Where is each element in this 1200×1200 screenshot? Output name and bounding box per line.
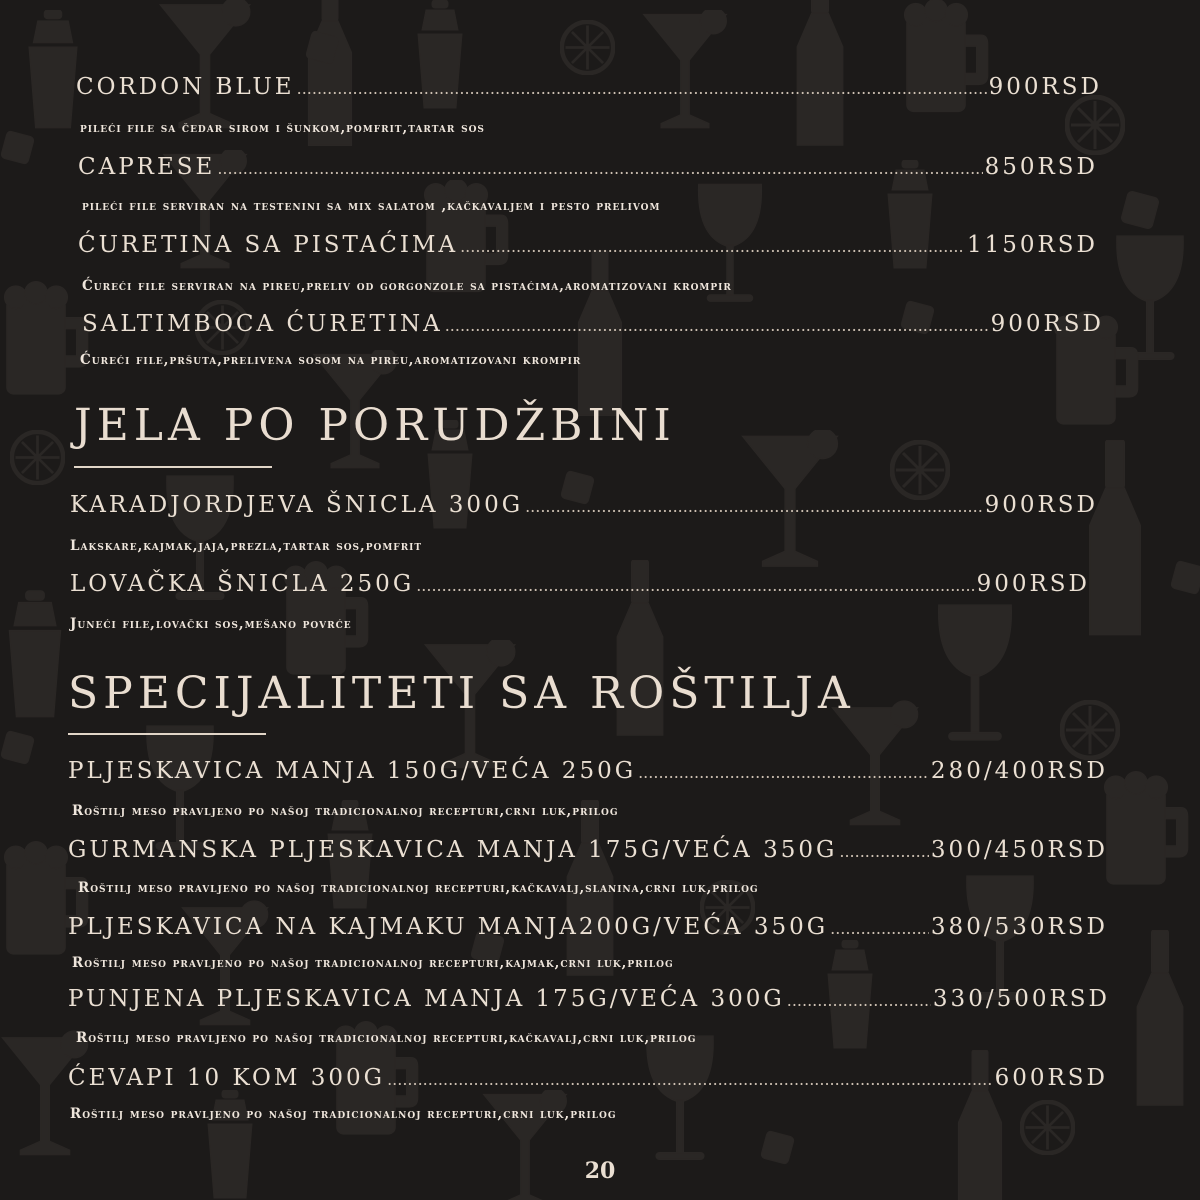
menu-item bbox=[68, 914, 1108, 940]
item-name: ĆEVAPI 10 KOM 300G bbox=[68, 1065, 386, 1091]
item-name: PLJESKAVICA MANJA 150G/VEĆA 250G bbox=[68, 758, 637, 784]
item-name: CAPRESE bbox=[78, 154, 216, 180]
item-name: GURMANSKA PLJESKAVICA MANJA 175G/VEĆA 350G bbox=[68, 837, 838, 863]
item-price: 850RSD bbox=[984, 154, 1098, 180]
item-description: Roštilj meso pravljeno po našoj tradicionalnoj recepturi,kajmak,crni luk,prilog bbox=[72, 955, 674, 971]
dot-leader bbox=[387, 1070, 993, 1089]
menu-item bbox=[78, 154, 1098, 180]
dot-leader bbox=[416, 576, 974, 595]
menu-item bbox=[68, 758, 1108, 784]
item-price: 900RSD bbox=[984, 492, 1098, 518]
dot-leader bbox=[217, 159, 982, 178]
item-name: LOVAČKA ŠNICLA 250G bbox=[70, 571, 415, 597]
dot-leader bbox=[297, 79, 987, 98]
dot-leader bbox=[638, 763, 929, 782]
item-price: 380/530RSD bbox=[930, 914, 1108, 940]
item-description: Roštilj meso pravljeno po našoj tradicionalnoj recepturi,crni luk,prilog bbox=[72, 803, 619, 819]
item-name: ĆURETINA SA PISTAĆIMA bbox=[78, 232, 459, 258]
item-name: KARADJORDJEVA ŠNICLA 300G bbox=[70, 492, 524, 518]
item-price: 900RSD bbox=[988, 74, 1102, 100]
item-description: Juneći file,lovački sos,mešano povrće bbox=[70, 616, 352, 632]
menu-item bbox=[76, 74, 1102, 100]
item-price: 900RSD bbox=[976, 571, 1090, 597]
item-price: 330/500RSD bbox=[932, 986, 1110, 1012]
section-divider bbox=[68, 733, 266, 735]
item-description: pileći file serviran na testenini sa mix salatom ,kačkavaljem i pesto prelivom bbox=[82, 198, 661, 214]
item-description: pileći file sa čedar sirom i šunkom,pomfrit,tartar sos bbox=[80, 120, 485, 136]
page-number: 20 bbox=[584, 1158, 616, 1184]
dot-leader bbox=[445, 316, 989, 335]
item-description: Roštilj meso pravljeno po našoj tradicionalnoj recepturi,crni luk,prilog bbox=[70, 1106, 617, 1122]
item-description: Ćureći file serviran na pireu,preliv od gorgonzole sa pistaćima,aromatizovani krompir bbox=[82, 278, 732, 294]
dot-leader bbox=[830, 919, 929, 938]
menu-item bbox=[78, 232, 1098, 258]
item-price: 900RSD bbox=[990, 311, 1104, 337]
item-price: 300/450RSD bbox=[930, 837, 1108, 863]
item-price: 1150RSD bbox=[966, 232, 1098, 258]
item-description: Ćureći file,pršuta,prelivena sosom na pireu,aromatizovani krompir bbox=[80, 352, 582, 368]
item-name: PUNJENA PLJESKAVICA MANJA 175G/VEĆA 300G bbox=[68, 986, 785, 1012]
menu-item bbox=[70, 571, 1090, 597]
section-divider bbox=[74, 466, 272, 468]
menu-item bbox=[82, 311, 1104, 337]
item-price: 600RSD bbox=[994, 1065, 1108, 1091]
item-description: Roštilj meso pravljeno po našoj tradicionalnoj recepturi,kačkavalj,slanina,crni luk,prilog bbox=[78, 880, 759, 896]
item-description: Lakskare,kajmak,jaja,prezla,tartar sos,pomfrit bbox=[70, 538, 423, 554]
dot-leader bbox=[787, 991, 931, 1010]
item-name: CORDON BLUE bbox=[76, 74, 295, 100]
section-title: JELA PO PORUDŽBINI bbox=[74, 400, 676, 451]
item-description: Roštilj meso pravljeno po našoj tradicionalnoj recepturi,kačkavalj,crni luk,prilog bbox=[76, 1030, 697, 1046]
section-title: SPECIJALITETI SA ROŠTILJA bbox=[68, 668, 855, 719]
menu-item bbox=[68, 986, 1110, 1012]
menu-item bbox=[68, 837, 1108, 863]
item-name: SALTIMBOCA ĆURETINA bbox=[82, 311, 443, 337]
dot-leader bbox=[839, 842, 929, 861]
item-price: 280/400RSD bbox=[930, 758, 1108, 784]
dot-leader bbox=[460, 237, 965, 256]
item-name: PLJESKAVICA NA KAJMAKU MANJA200G/VEĆA 350G bbox=[68, 914, 829, 940]
menu-item bbox=[68, 1065, 1108, 1091]
menu-item bbox=[70, 492, 1098, 518]
dot-leader bbox=[525, 497, 983, 516]
